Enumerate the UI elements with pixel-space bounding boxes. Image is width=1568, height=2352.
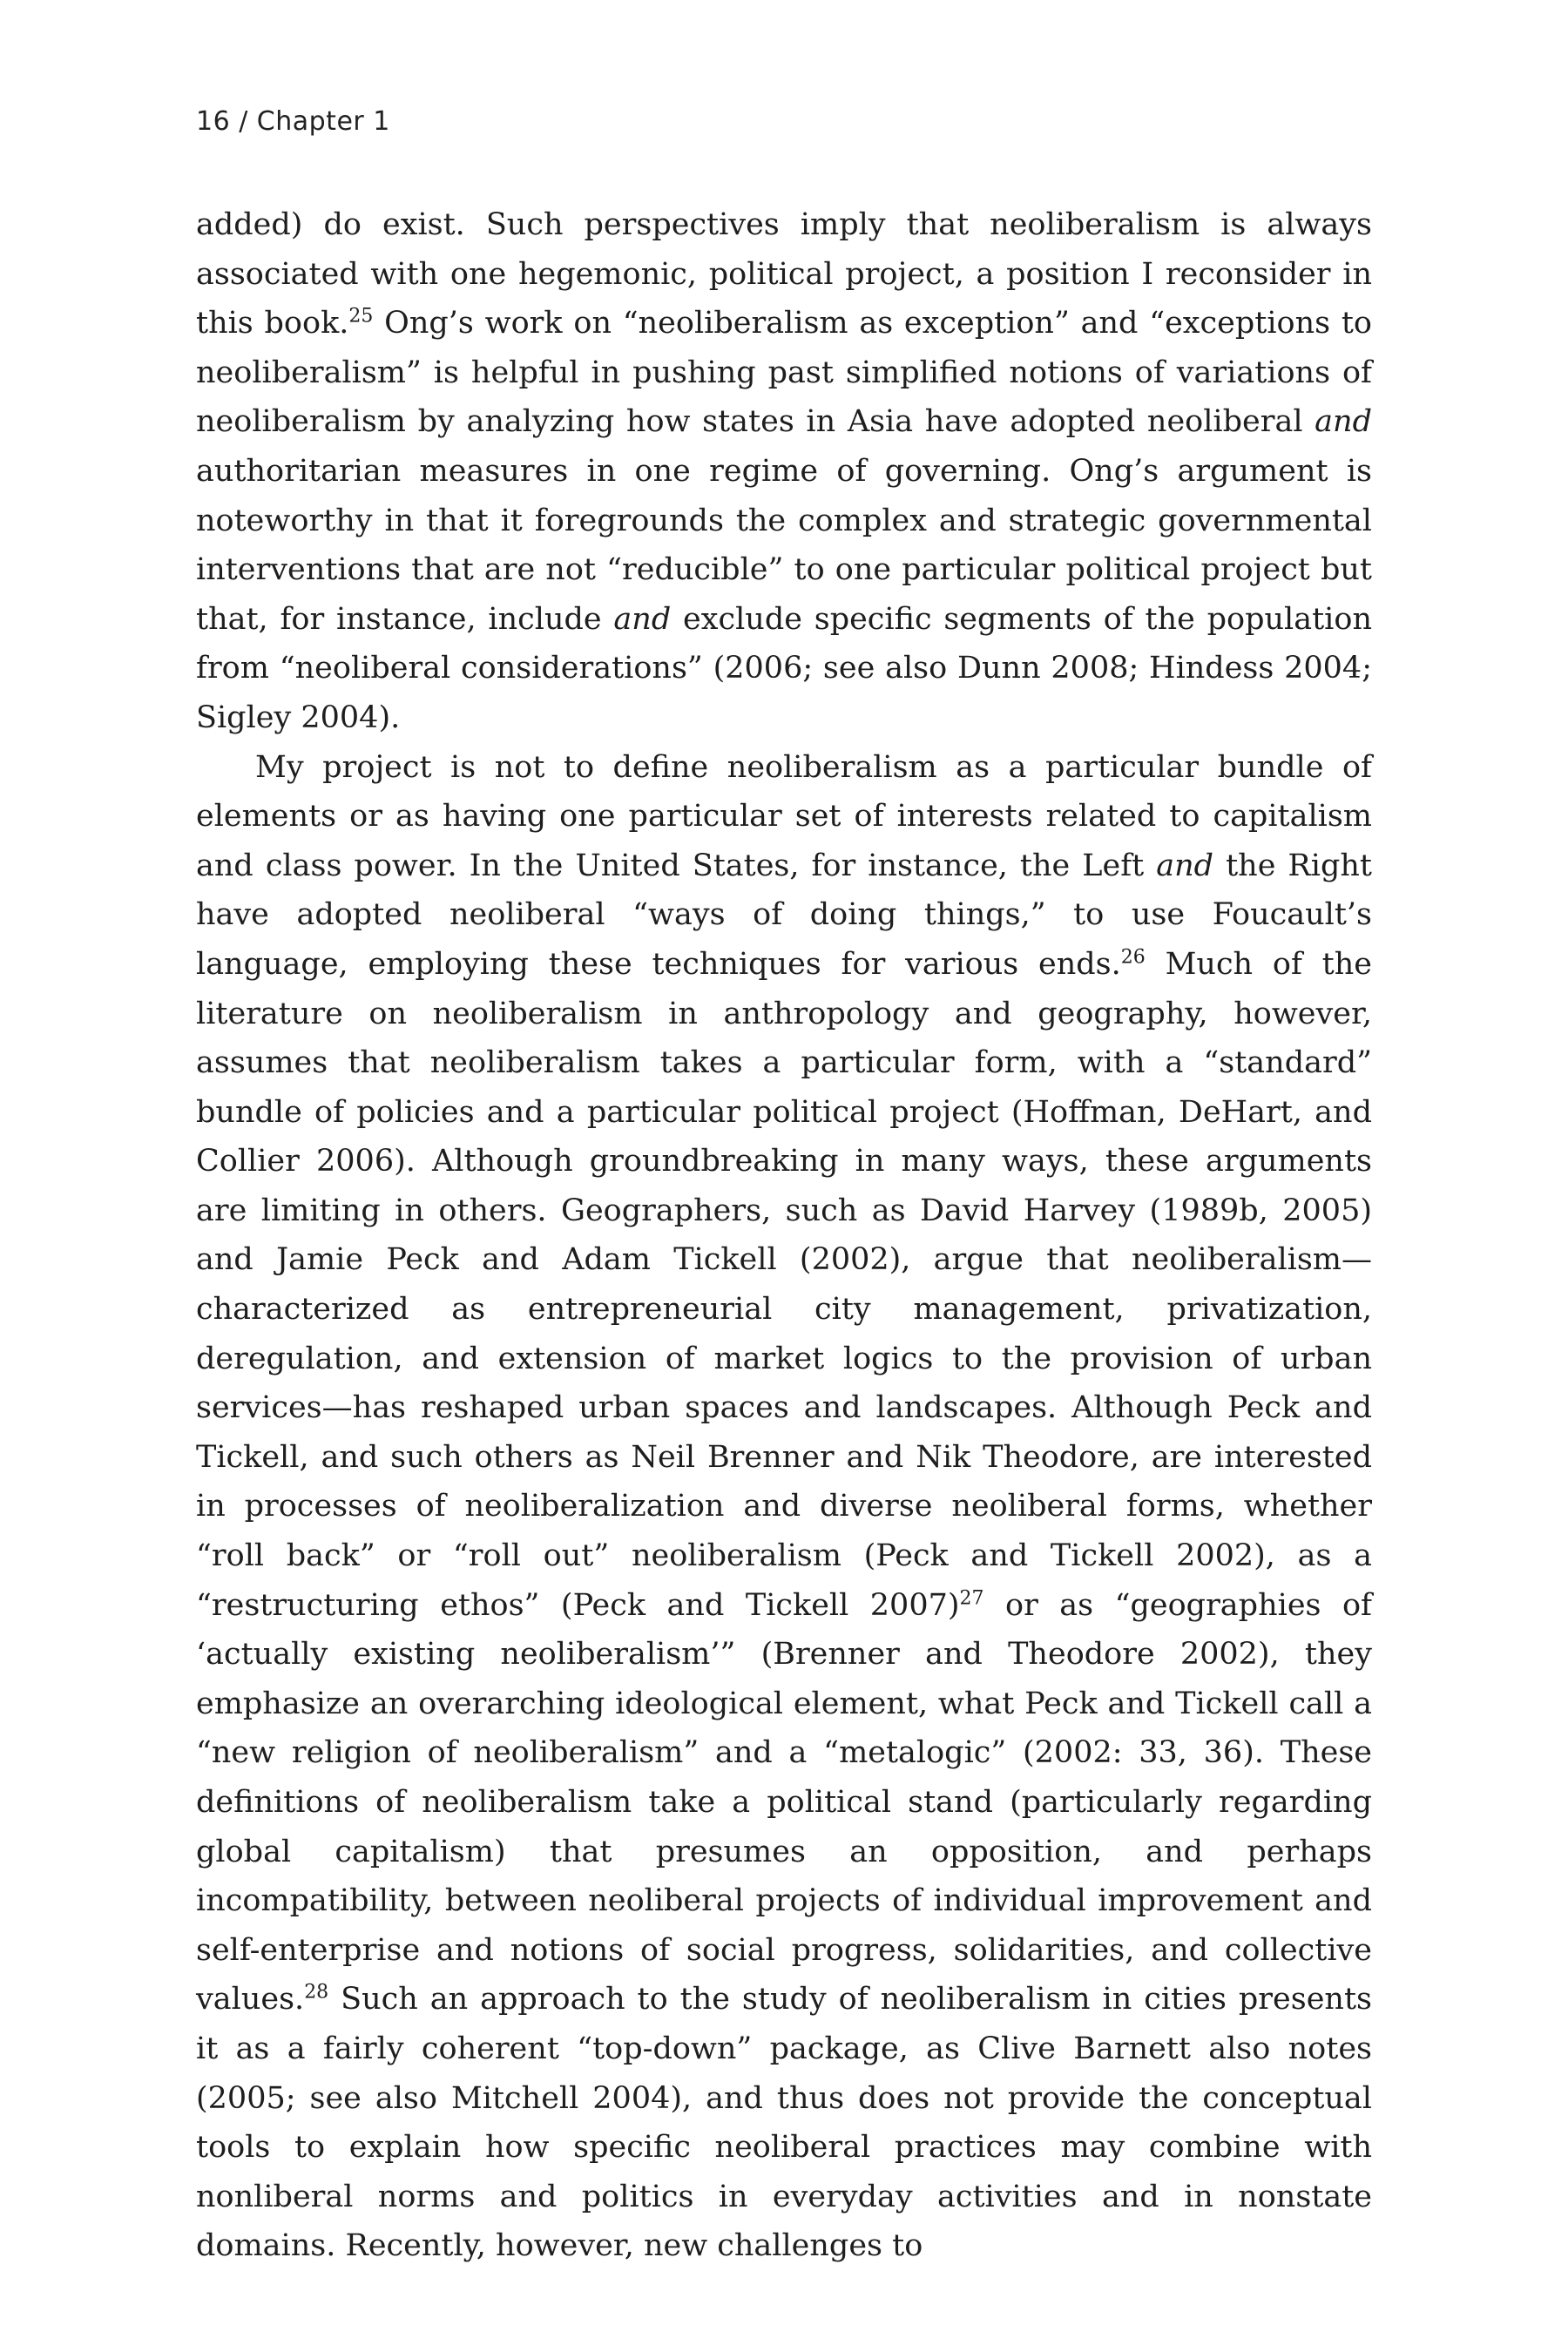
page-number: 16 (196, 106, 231, 137)
running-head (196, 106, 390, 137)
footnote-ref: 25 (348, 305, 374, 328)
footnote-ref: 28 (304, 1981, 329, 2004)
header-separator: / (239, 106, 248, 137)
emphasis-text: and (1315, 404, 1372, 440)
footnote-ref: 26 (1120, 946, 1146, 969)
text-run: My project is not to define neoliberalism as a particular bundle of elements or as having one particular set of interests related to capitalism and class power. In the United States, for instance, the Left (196, 749, 1372, 883)
emphasis-text: and (1156, 848, 1214, 883)
text-run: Much of the literature on neoliberalism in anthropology and geography, however, assumes that neoliberalism takes a particular form, with a “standard” bundle of policies and a particular political project (Hoffman, DeHart, and Collier 2006). Although groundbreaking in many ways, these arguments are limiting in others. Geographers, such as David Harvey (1989b, 2005) and Jamie Peck and Adam Tickell (2002), argue that neoliberalism—characterized as entrepreneurial city management, privatization, deregulation, and extension of market logics to the provision of urban services—has reshaped urban spaces and landscapes. Although Peck and Tickell, and such others as Neil Brenner and Nik Theodore, are interested in processes of neoliberalization and diverse neoliberal forms, whether “roll back” or “roll out” neoliberalism (Peck and Tickell 2002), as a “restructuring ethos” (Peck and Tickell 2007) (196, 946, 1373, 1623)
text-run: exclude specific segments of the population from “neoliberal considerations” (2006; see also Dunn 2008; Hindess 2004; Sigley 2004). (196, 601, 1372, 735)
text-run: Such an approach to the study of neoliberalism in cities presents it as a fairly coherent “top-down” package, as Clive Barnett also notes (2005; see also Mitchell 2004), and thus does not provide the conceptual tools to explain how specific neoliberal practices may combine with nonliberal norms and politics in everyday activities and in nonstate domains. Recently, however, new challenges to (196, 1982, 1372, 2264)
text-run: Ong’s work on “neoliberalism as exception” and “exceptions to neoliberalism” is helpful in pushing past simplified notions of variations of neoliberalism by analyzing how states in Asia have adopted neoliberal (196, 306, 1372, 440)
text-run: or as “geographies of ‘actually existing neoliberalism’” (Brenner and Theodore 2002), they emphasize an overarching ideological element, what Peck and Tickell call a “new religion of neoliberalism” and a “metalogic” (2002: 33, 36). These definitions of neoliberalism take a political stand (particularly regarding global capitalism) that presumes an opposition, and perhaps incompatibility, between neoliberal projects of individual improvement and self-enterprise and notions of social progress, solidarities, and collective values. (196, 1587, 1372, 2017)
text-run: the Right have adopted neoliberal “ways of doing things,” to use Foucault’s language, employing these techniques for various ends. (196, 848, 1372, 982)
text-run: added) do exist. Such perspectives imply that neoliberalism is always associated with one hegemonic, political project, a position I reconsider in this book. (196, 207, 1372, 341)
emphasis-text: and (613, 601, 672, 637)
paragraph (196, 743, 1372, 2271)
body-text (196, 200, 1372, 2271)
footnote-ref: 27 (959, 1586, 984, 1609)
text-run: authoritarian measures in one regime of governing. Ong’s argument is noteworthy in that it foregrounds the complex and strategic governmental interventions that are not “reducible” to one particular political project but that, for instance, include (196, 453, 1372, 637)
chapter-label: Chapter 1 (256, 106, 390, 137)
paragraph (196, 200, 1372, 743)
